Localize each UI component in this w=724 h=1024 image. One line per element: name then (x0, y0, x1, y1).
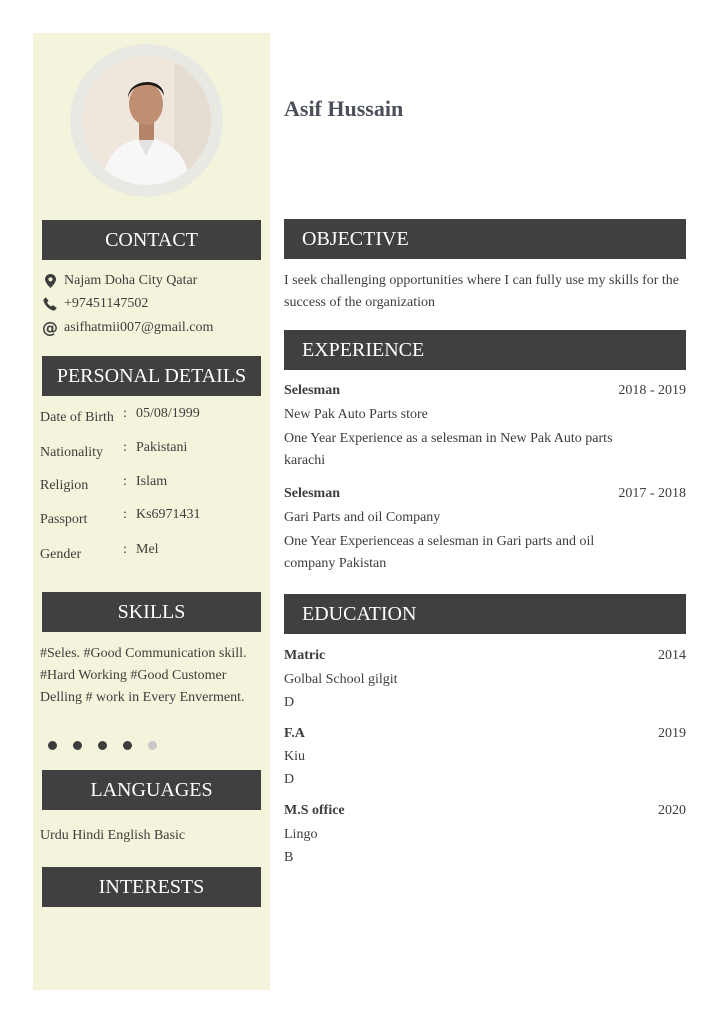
skills-text: #Seles. #Good Communication skill. #Hard Working #Good Customer Delling # work in Every Enverment. (40, 646, 247, 705)
avatar-frame (70, 44, 223, 197)
experience-heading: EXPERIENCE (284, 330, 686, 370)
skill-rating-dot (123, 741, 132, 750)
map-pin-icon (42, 273, 58, 289)
interests-heading: INTERESTS (42, 867, 261, 907)
skill-rating-dot-empty (148, 741, 157, 750)
education-year: 2014 (658, 648, 686, 663)
contact-heading: CONTACT (42, 220, 261, 260)
skill-rating-dot (98, 741, 107, 750)
at-icon: @ (42, 318, 58, 337)
education-grade: D (284, 772, 295, 787)
passport-value: Ks6971431 (136, 507, 201, 522)
nationality-colon: : (123, 440, 127, 455)
dob-label: Date of Birth (40, 410, 114, 425)
nationality-label: Nationality (40, 445, 103, 460)
education-school: Lingo (284, 827, 318, 842)
experience-company: New Pak Auto Parts store (284, 407, 428, 422)
experience-desc: One Year Experience as a selesman in New Pak Auto parts karachi (284, 431, 613, 468)
education-grade: D (284, 695, 295, 710)
gender-label: Gender (40, 547, 82, 562)
contact-location (42, 270, 197, 292)
languages-text: Urdu Hindi English Basic (40, 828, 186, 843)
religion-label: Religion (40, 478, 89, 493)
experience-title: Selesman (284, 486, 340, 501)
passport-label: Passport (40, 512, 88, 527)
dob-colon: : (123, 406, 127, 421)
person-name: Asif Hussain (284, 96, 404, 121)
gender-colon: : (123, 542, 127, 557)
education-school: Golbal School gilgit (284, 672, 398, 687)
education-degree: M.S office (284, 803, 345, 818)
education-grade: B (284, 850, 294, 865)
nationality-value: Pakistani (136, 440, 188, 455)
religion-colon: : (123, 474, 127, 489)
experience-title: Selesman (284, 383, 340, 398)
phone-icon (42, 296, 58, 312)
experience-desc: One Year Experienceas a selesman in Gari parts and oil company Pakistan (284, 534, 595, 571)
passport-colon: : (123, 507, 127, 522)
languages-heading: LANGUAGES (42, 770, 261, 810)
experience-years: 2018 - 2019 (618, 383, 686, 398)
skills-heading: SKILLS (42, 592, 261, 632)
contact-email (42, 317, 213, 339)
skill-rating-dot (48, 741, 57, 750)
education-year: 2020 (658, 803, 686, 818)
education-school: Kiu (284, 749, 305, 764)
avatar (82, 56, 211, 185)
contact-phone (42, 293, 148, 315)
gender-value: Mel (136, 542, 159, 557)
dob-value: 05/08/1999 (136, 406, 200, 421)
email-text: asifhatmii007@gmail.com (64, 320, 214, 335)
education-year: 2019 (658, 726, 686, 741)
objective-text: I seek challenging opportunities where I can fully use my skills for the success of the organization (284, 273, 680, 310)
objective-heading: OBJECTIVE (284, 219, 686, 259)
personal-details-heading: PERSONAL DETAILS (42, 356, 261, 396)
sidebar (33, 33, 270, 990)
education-degree: F.A (284, 726, 305, 741)
experience-years: 2017 - 2018 (618, 486, 686, 501)
education-heading: EDUCATION (284, 594, 686, 634)
phone-text: +97451147502 (64, 296, 149, 311)
location-text: Najam Doha City Qatar (64, 273, 198, 288)
education-degree: Matric (284, 648, 326, 663)
religion-value: Islam (136, 474, 168, 489)
skill-rating-dot (73, 741, 82, 750)
experience-company: Gari Parts and oil Company (284, 510, 441, 525)
